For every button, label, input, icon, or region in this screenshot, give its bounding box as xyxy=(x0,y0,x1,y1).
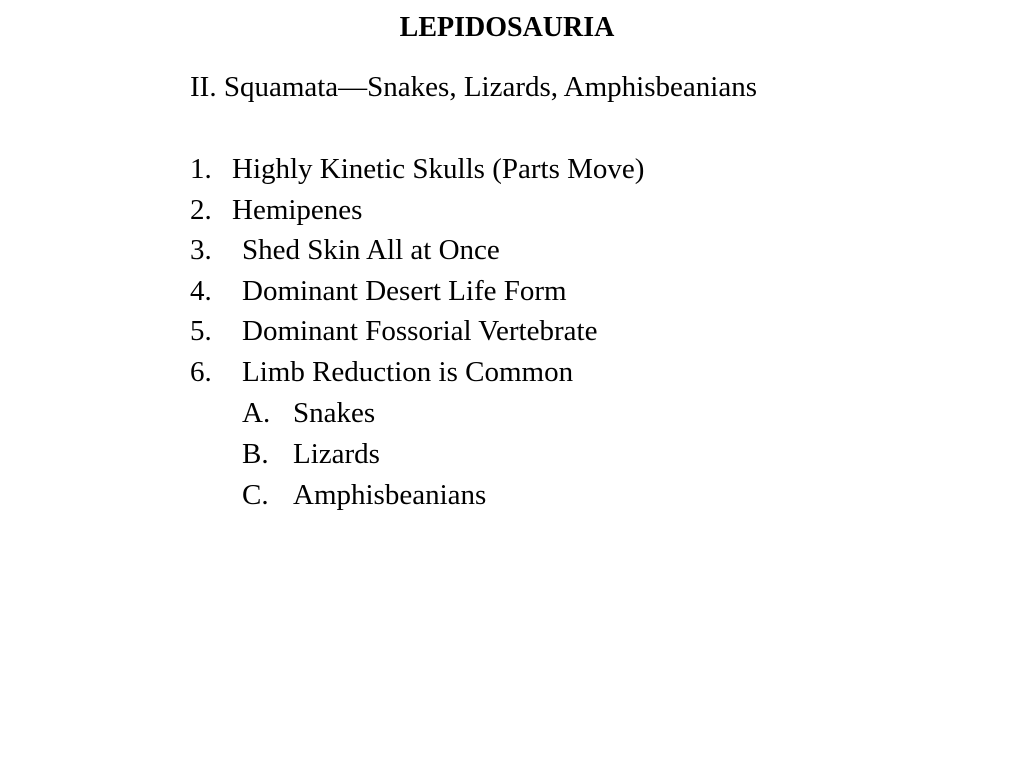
list-item-text: Highly Kinetic Skulls (Parts Move) xyxy=(232,153,645,185)
list-item-number: 6. xyxy=(190,355,212,388)
slide-title: LEPIDOSAURIA xyxy=(399,12,615,43)
list-item-number: 3. xyxy=(190,234,212,267)
sub-list-item-letter: C. xyxy=(242,479,269,511)
list-item-text: Shed Skin All at Once xyxy=(242,234,500,267)
list-item-number: 2. xyxy=(190,193,212,226)
numbered-list xyxy=(190,149,644,393)
sub-list-item xyxy=(242,393,486,434)
slide-subtitle: II. Squamata—Snakes, Lizards, Amphisbeanians xyxy=(190,71,757,103)
list-item xyxy=(190,352,644,393)
list-item-text: Dominant Fossorial Vertebrate xyxy=(242,315,598,348)
list-item-number: 1. xyxy=(190,153,212,185)
sub-list-item xyxy=(242,434,486,475)
list-item xyxy=(190,190,644,231)
sub-list xyxy=(242,393,486,516)
list-item-text: Hemipenes xyxy=(232,193,363,226)
list-item xyxy=(190,149,644,190)
list-item xyxy=(190,311,644,352)
list-item-text: Limb Reduction is Common xyxy=(242,355,574,388)
sub-list-item-text: Amphisbeanians xyxy=(293,479,487,511)
sub-list-item-text: Snakes xyxy=(293,397,376,429)
sub-list-item-letter: A. xyxy=(242,397,271,429)
sub-list-item-letter: B. xyxy=(242,438,269,470)
list-item xyxy=(190,271,644,312)
sub-list-item-text: Lizards xyxy=(293,438,380,470)
list-item-number: 5. xyxy=(190,315,212,348)
list-item-number: 4. xyxy=(190,274,212,307)
list-item-text: Dominant Desert Life Form xyxy=(242,274,567,307)
list-item xyxy=(190,230,644,271)
sub-list-item xyxy=(242,475,486,516)
